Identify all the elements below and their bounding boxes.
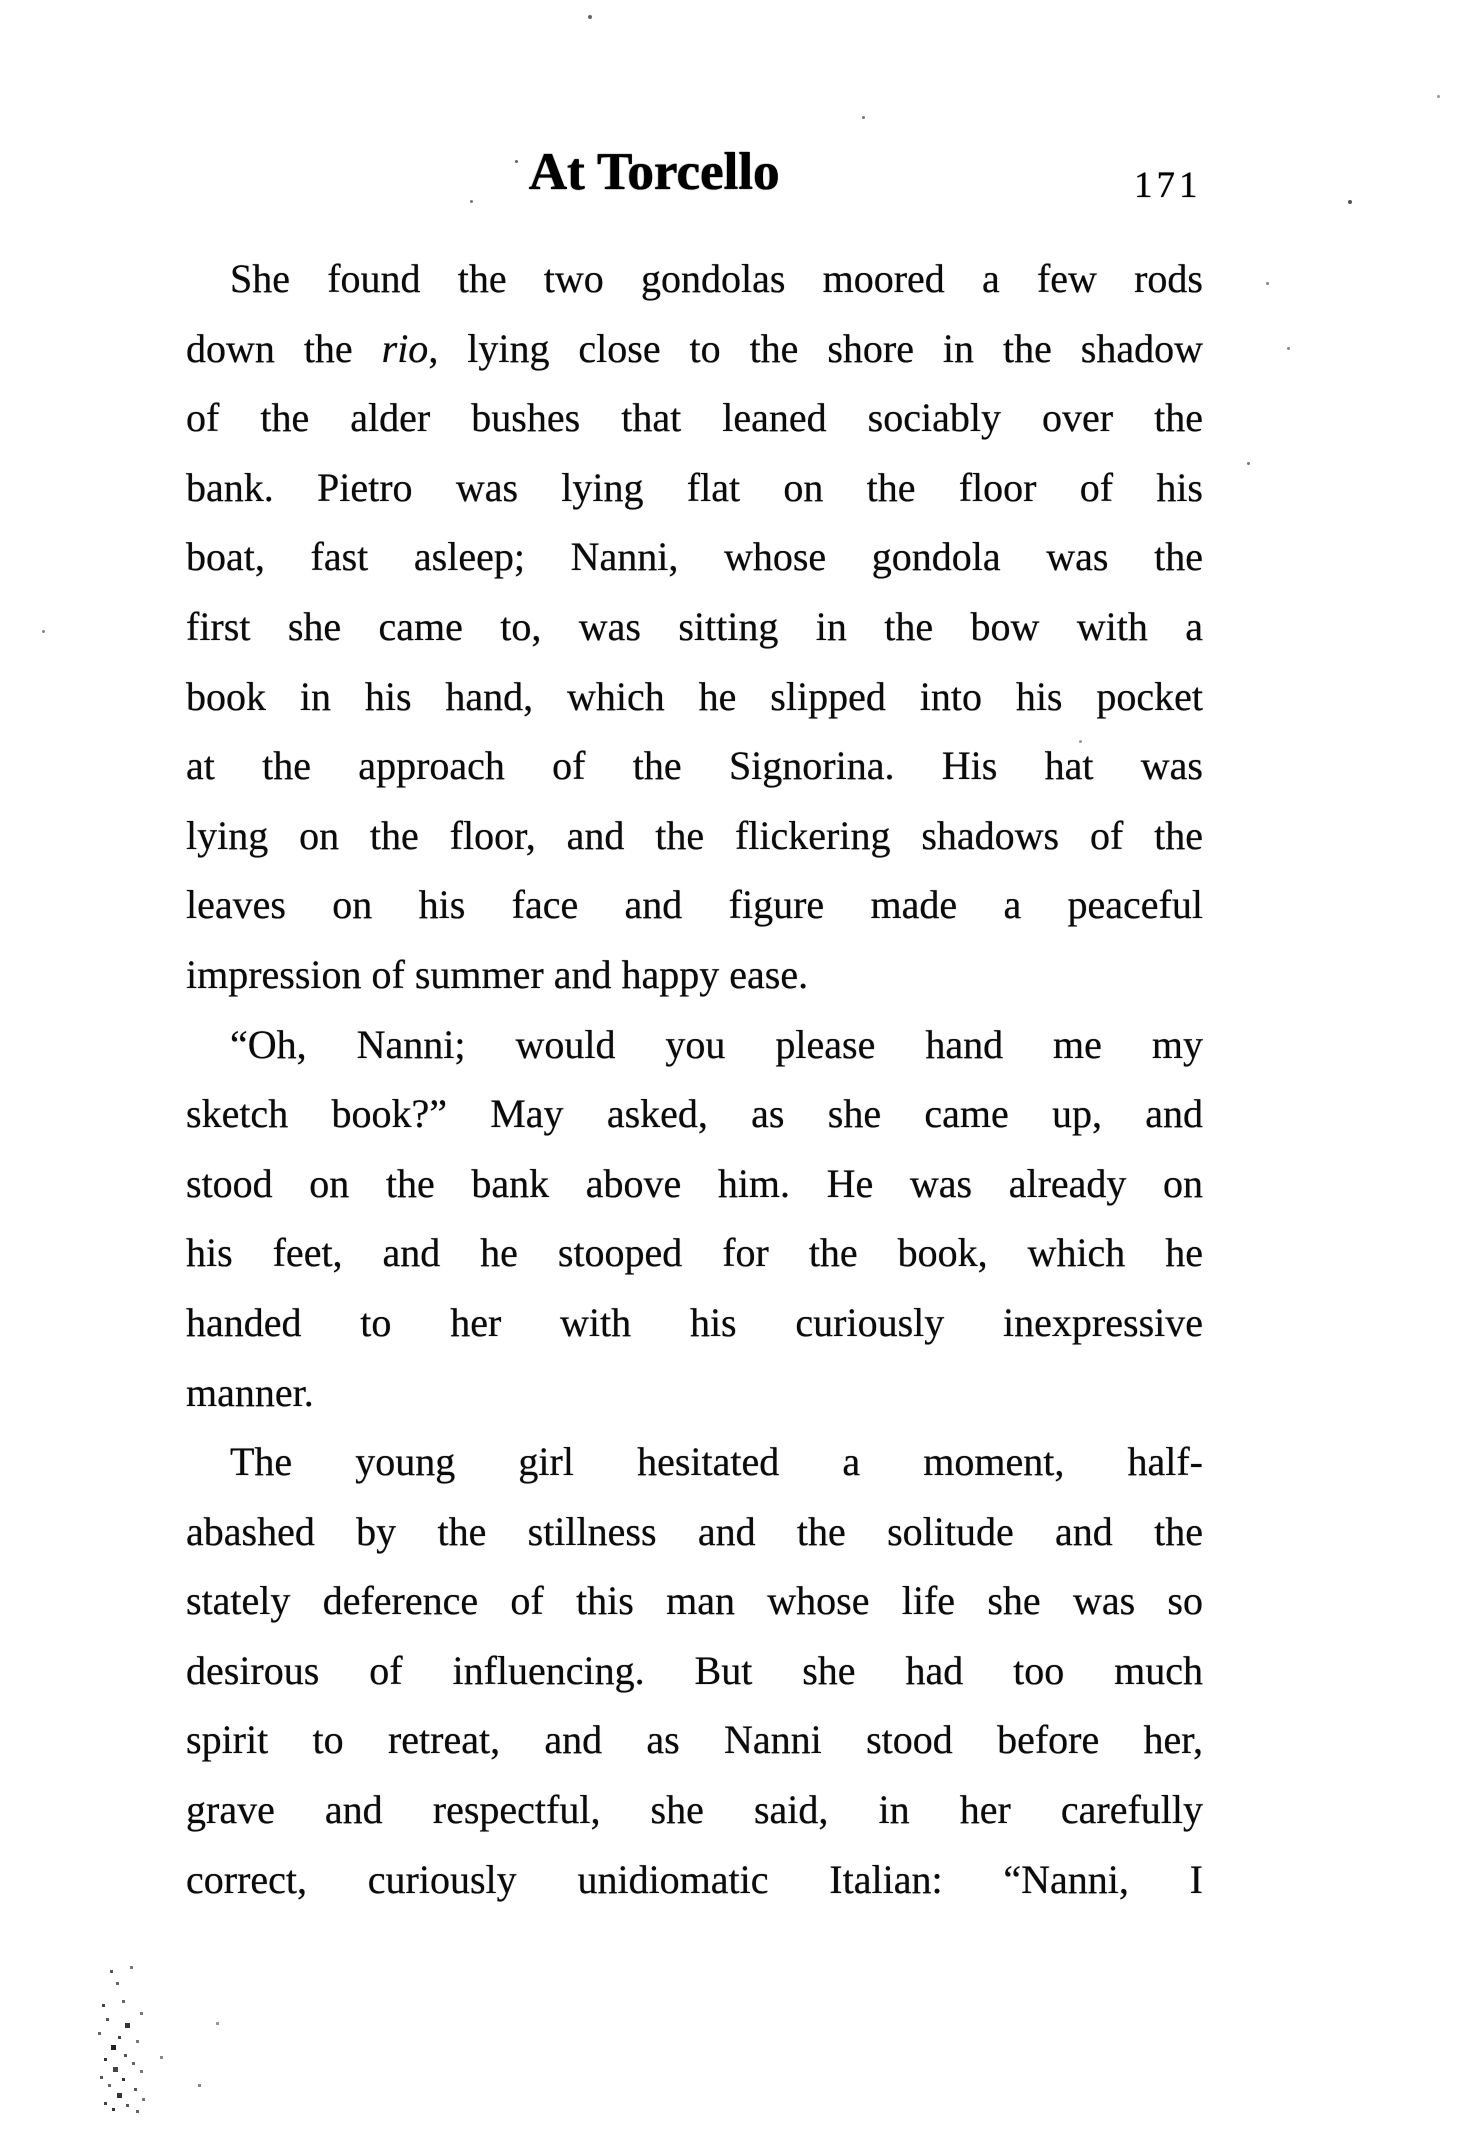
text-line: “Oh, Nanni; would you please hand me my: [230, 1021, 1203, 1067]
scan-speck: [1266, 282, 1269, 285]
running-header-title: At Torcello: [528, 143, 780, 201]
text-line: at the approach of the Signorina. His hat was: [186, 743, 1203, 789]
text-line: She found the two gondolas moored a few rods: [230, 256, 1203, 301]
text-line: sketch book?” May asked, as she came up, and: [186, 1091, 1203, 1137]
text-line: boat, fast asleep; Nanni, whose gondola was the: [186, 534, 1203, 580]
scan-speckle-cluster: [96, 1966, 99, 1969]
text-line: desirous of influencing. But she had too much: [186, 1647, 1203, 1693]
italic-word: rio: [381, 325, 429, 371]
scan-speck: [1348, 200, 1352, 204]
scan-speck: [1287, 347, 1290, 350]
text-line: book in his hand, which he slipped into his pocket: [186, 673, 1203, 719]
text-block: [186, 244, 1203, 1914]
page-number: 171: [1134, 165, 1202, 206]
scan-speck: [588, 15, 592, 19]
text-line: handed to her with his curiously inexpressive: [186, 1299, 1203, 1345]
text-line: manner.: [186, 1369, 314, 1415]
scan-speck: [515, 160, 518, 163]
text-line: spirit to retreat, and as Nanni stood before her,: [186, 1717, 1203, 1763]
text-line: The young girl hesitated a moment, half-: [230, 1439, 1203, 1485]
scan-speck: [1247, 462, 1250, 465]
scan-speck: [862, 116, 865, 119]
text-line: his feet, and he stooped for the book, which he: [186, 1230, 1203, 1276]
text-line: leaves on his face and figure made a peaceful: [186, 882, 1203, 928]
text-line: correct, curiously unidiomatic Italian: “Nanni, I: [186, 1856, 1203, 1902]
text-segment: down the: [186, 325, 382, 371]
scan-speck: [1437, 95, 1440, 98]
paragraph: [186, 1427, 1203, 1914]
text-line: lying on the floor, and the flickering shadows of the: [186, 812, 1203, 858]
text-line: abashed by the stillness and the solitude and the: [186, 1508, 1203, 1554]
text-line: of the alder bushes that leaned sociably over the: [186, 395, 1203, 441]
paragraph: [186, 244, 1203, 1010]
scan-speck: [1079, 740, 1082, 743]
text-line: bank. Pietro was lying flat on the floor of his: [186, 464, 1203, 510]
text-line: stood on the bank above him. He was already on: [186, 1160, 1203, 1206]
text-line: first she came to, was sitting in the bow with a: [186, 603, 1203, 649]
text-line: grave and respectful, she said, in her carefully: [186, 1787, 1203, 1833]
text-line: impression of summer and happy ease.: [186, 951, 809, 997]
scan-speck: [42, 630, 45, 633]
text-line: [186, 314, 1203, 384]
paragraph: [186, 1010, 1203, 1428]
scan-speck: [470, 200, 473, 203]
text-segment: , lying close to the shore in the shadow: [428, 325, 1203, 371]
text-line: stately deference of this man whose life she was so: [186, 1578, 1203, 1624]
